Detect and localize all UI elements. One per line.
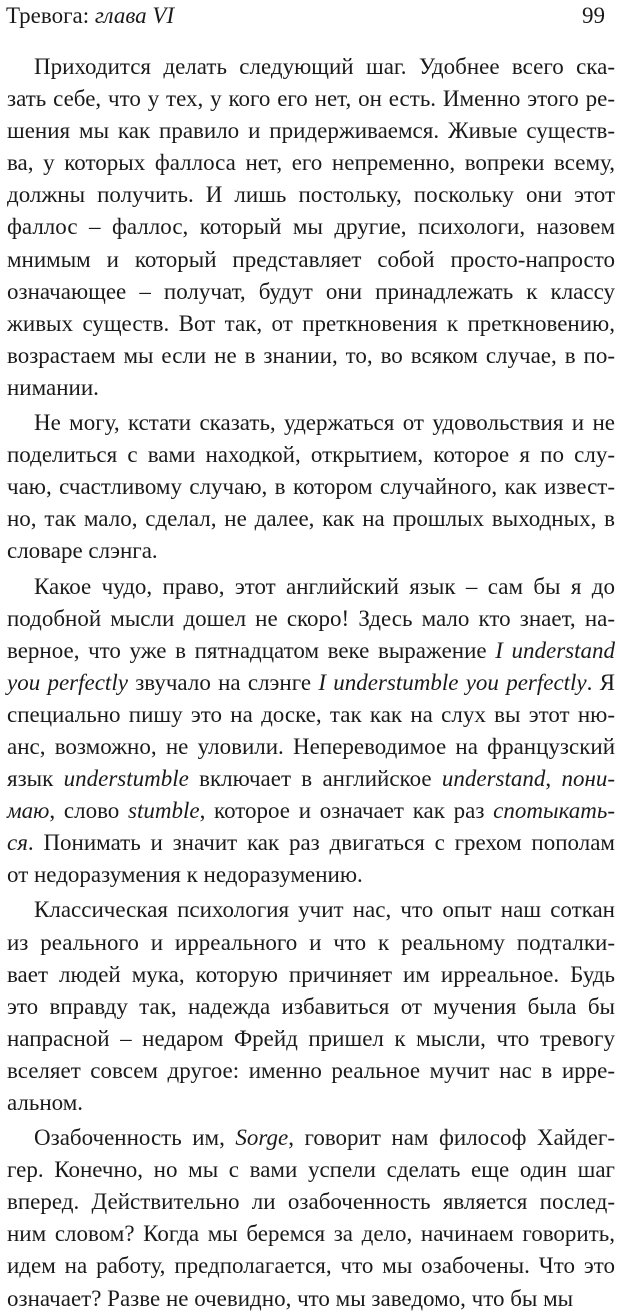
italic-segment: спотыкать- — [493, 798, 615, 824]
text-line — [7, 731, 615, 763]
text-line — [7, 407, 615, 439]
text-line — [7, 244, 615, 276]
text-line — [7, 83, 615, 115]
text-segment: это вправду так, надежда избавиться от мучения была бы — [7, 993, 615, 1019]
text-line — [7, 1186, 615, 1218]
text-line — [7, 372, 615, 404]
text-line — [7, 1122, 615, 1154]
text-segment: . Понимать и значит как раз двигаться с грехом пополам — [27, 830, 615, 856]
text-line — [7, 51, 615, 83]
text-segment: , которое и означает как раз — [199, 798, 494, 824]
text-segment: звучало на слэнге — [127, 669, 319, 695]
text-segment: , говорит нам философ Хайдег- — [288, 1125, 615, 1151]
text-segment: нимании. — [7, 374, 99, 400]
text-segment: живых существ. Вот так, от преткновения к преткновению, — [7, 310, 615, 336]
running-header — [0, 0, 620, 34]
text-segment: означающее – получат, будут они принадлежать к классу — [7, 278, 615, 304]
text-segment: . Я — [586, 669, 616, 695]
text-segment: от недоразумения к недоразумению. — [7, 862, 363, 888]
text-line — [7, 991, 615, 1023]
text-line — [7, 603, 615, 635]
italic-segment: пони- — [561, 766, 616, 792]
text-line — [7, 211, 615, 243]
text-segment: альном. — [7, 1090, 84, 1115]
paragraph — [7, 407, 615, 567]
text-line — [7, 795, 615, 827]
italic-segment: Sorge — [235, 1125, 289, 1151]
text-segment: ва, у которых фаллоса нет, его непременно, вопреки всему, — [7, 150, 615, 176]
text-line — [7, 471, 615, 503]
text-line — [7, 503, 615, 535]
text-line — [7, 1023, 615, 1055]
text-segment: анс, возможно, не уловили. Непереводимое на французский — [7, 733, 615, 759]
text-line — [7, 308, 615, 340]
text-line — [7, 276, 615, 308]
body-text — [7, 51, 615, 1315]
text-segment: Приходится делать следующий шаг. Удобнее всего ска- — [34, 54, 615, 79]
book-title: Тревога: — [6, 3, 95, 28]
text-line — [7, 147, 615, 179]
text-segment: Классическая психология учит нас, что опыт наш соткан — [34, 897, 615, 923]
text-segment: Какое чудо, право, этот английский язык – сам бы я до — [34, 573, 615, 599]
text-line — [7, 1087, 615, 1119]
text-segment: язык — [7, 766, 64, 792]
text-segment: , — [545, 766, 562, 792]
text-line — [7, 927, 615, 959]
italic-segment: you perfectly — [7, 669, 128, 695]
paragraph — [7, 894, 615, 1119]
text-line — [7, 340, 615, 372]
text-segment: ним словом? Когда мы беремся за дело, начинаем говорить, — [7, 1221, 615, 1247]
text-segment: Не могу, кстати сказать, удержаться от удовольствия и не — [34, 410, 615, 436]
text-segment: словаре слэнга. — [7, 538, 158, 564]
paragraph — [7, 1122, 615, 1315]
paragraph — [7, 571, 615, 892]
italic-segment: understumble — [63, 766, 189, 792]
text-segment: чаю, счастливому случаю, в котором случайного, как извест- — [7, 474, 615, 500]
italic-segment: маю — [7, 798, 50, 824]
text-line — [7, 1154, 615, 1186]
text-line — [7, 635, 615, 667]
text-line — [7, 959, 615, 991]
text-segment: вселяет совсем другое: именно реальное мучит нас в ирре- — [7, 1057, 615, 1083]
text-line — [7, 859, 615, 891]
text-segment: возрастаем мы если не в знании, то, во всяком случае, в по- — [7, 342, 615, 368]
text-line — [7, 667, 615, 699]
text-segment: , слово — [49, 798, 129, 824]
text-segment: напрасной – недаром Фрейд пришел к мысли, что тревогу — [7, 1025, 615, 1051]
text-line — [7, 1250, 615, 1282]
text-line — [7, 571, 615, 603]
italic-segment: ся — [7, 830, 28, 856]
text-line — [7, 535, 615, 567]
text-line — [7, 179, 615, 211]
italic-segment: stumble — [128, 798, 200, 824]
chapter-label: глава VI — [94, 3, 175, 28]
text-segment: но, так мало, сделал, не далее, как на прошлых выходных, в — [7, 506, 615, 532]
text-segment: включает в английское — [188, 766, 442, 792]
text-line — [7, 1055, 615, 1087]
text-segment: из реального и ирреального и что к реальному подталки- — [7, 929, 615, 955]
text-line — [7, 115, 615, 147]
text-line — [7, 827, 615, 859]
italic-segment: I understumble you perfectly — [318, 669, 587, 695]
text-segment: зать себе, что у тех, у кого его нет, он есть. Именно этого ре- — [7, 86, 615, 112]
text-segment: означает? Разве не очевидно, что мы заведомо, что бы мы — [7, 1285, 574, 1311]
text-segment: специально пишу это на доске, так как на слух вы этот ню- — [7, 701, 615, 727]
text-line — [7, 439, 615, 471]
text-line — [7, 1218, 615, 1250]
paragraph — [7, 51, 615, 404]
text-segment: поделиться с вами находкой, открытием, которое я по слу- — [7, 442, 615, 468]
text-line — [7, 894, 615, 926]
text-line — [7, 1283, 615, 1315]
text-segment: мнимым и который представляет собой просто-напросто — [7, 246, 615, 272]
text-segment: должны получить. И лишь постольку, поскольку они этот — [7, 182, 615, 208]
text-segment: верное, что уже в пятнадцатом веке выражение — [7, 637, 496, 663]
text-segment: гер. Конечно, но мы с вами успели сделать еще один шаг — [7, 1157, 615, 1183]
italic-segment: understand — [441, 766, 546, 792]
running-title — [6, 2, 174, 30]
italic-segment: I understand — [495, 637, 615, 663]
text-segment: Озабоченность им, — [34, 1125, 236, 1151]
text-segment: вает людей мука, которую причиняет им ирреальное. Будь — [7, 961, 615, 987]
text-segment: фаллос – фаллос, который мы другие, психологи, назовем — [7, 214, 615, 240]
text-line — [7, 699, 615, 731]
text-segment: вперед. Действительно ли озабоченность является послед- — [7, 1189, 615, 1215]
page-number: 99 — [582, 3, 605, 28]
text-segment: идем на работу, предполагается, что мы озабочены. Что это — [7, 1253, 615, 1279]
text-segment: подобной мысли дошел не скоро! Здесь мало кто знает, на- — [7, 605, 615, 631]
text-segment: шения мы как правило и придерживаемся. Живые существ- — [7, 118, 615, 144]
text-line — [7, 763, 615, 795]
